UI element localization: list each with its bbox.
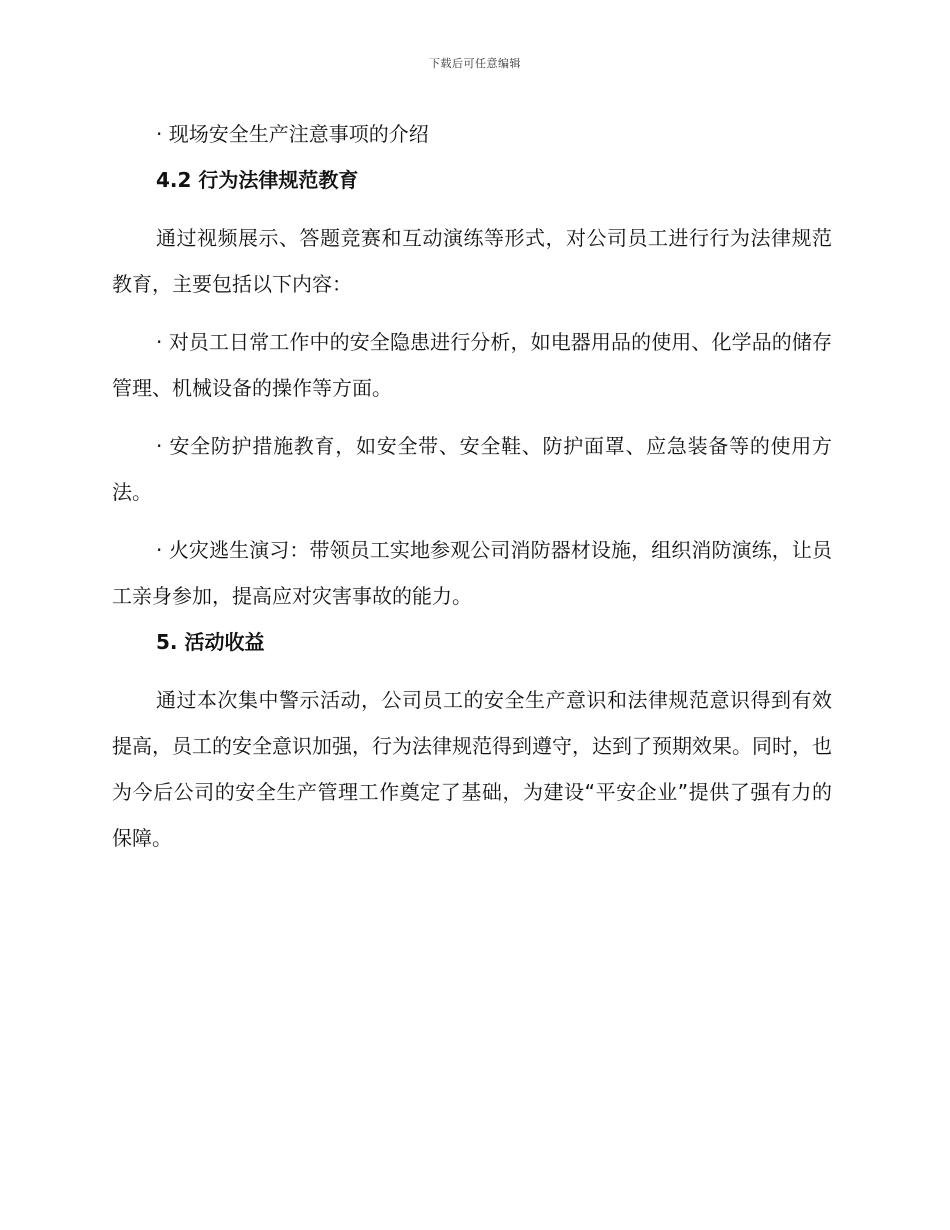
document-body [112, 111, 832, 861]
bullet-onsite-safety: · 现场安全生产注意事项的介绍 [156, 122, 429, 146]
bullet-protective-measures: · 安全防护措施教育，如安全带、安全鞋、防护面罩、应急装备等的使用方法。 [112, 434, 832, 504]
section-5-heading: 5. 活动收益 [156, 630, 265, 654]
bullet-fire-drill: · 火灾逃生演习：带领员工实地参观公司消防器材设施，组织消防演练，让员工亲身参加，提高应对灾害事故的能力。 [112, 538, 832, 608]
section-4-2-intro: 通过视频展示、答题竞赛和互动演练等形式，对公司员工进行行为法律规范教育，主要包括以下内容： [112, 226, 832, 296]
page-header-note: 下载后可任意编辑 [429, 57, 521, 70]
section-4-2-heading: 4.2 行为法律规范教育 [156, 168, 359, 192]
section-5-paragraph: 通过本次集中警示活动，公司员工的安全生产意识和法律规范意识得到有效提高，员工的安全意识加强，行为法律规范得到遵守，达到了预期效果。同时，也为今后公司的安全生产管理工作奠定了基础，为建设“平安企业”提供了强有力的保障。 [112, 688, 832, 850]
bullet-hazard-analysis: · 对员工日常工作中的安全隐患进行分析，如电器用品的使用、化学品的储存管理、机械设备的操作等方面。 [112, 330, 832, 400]
